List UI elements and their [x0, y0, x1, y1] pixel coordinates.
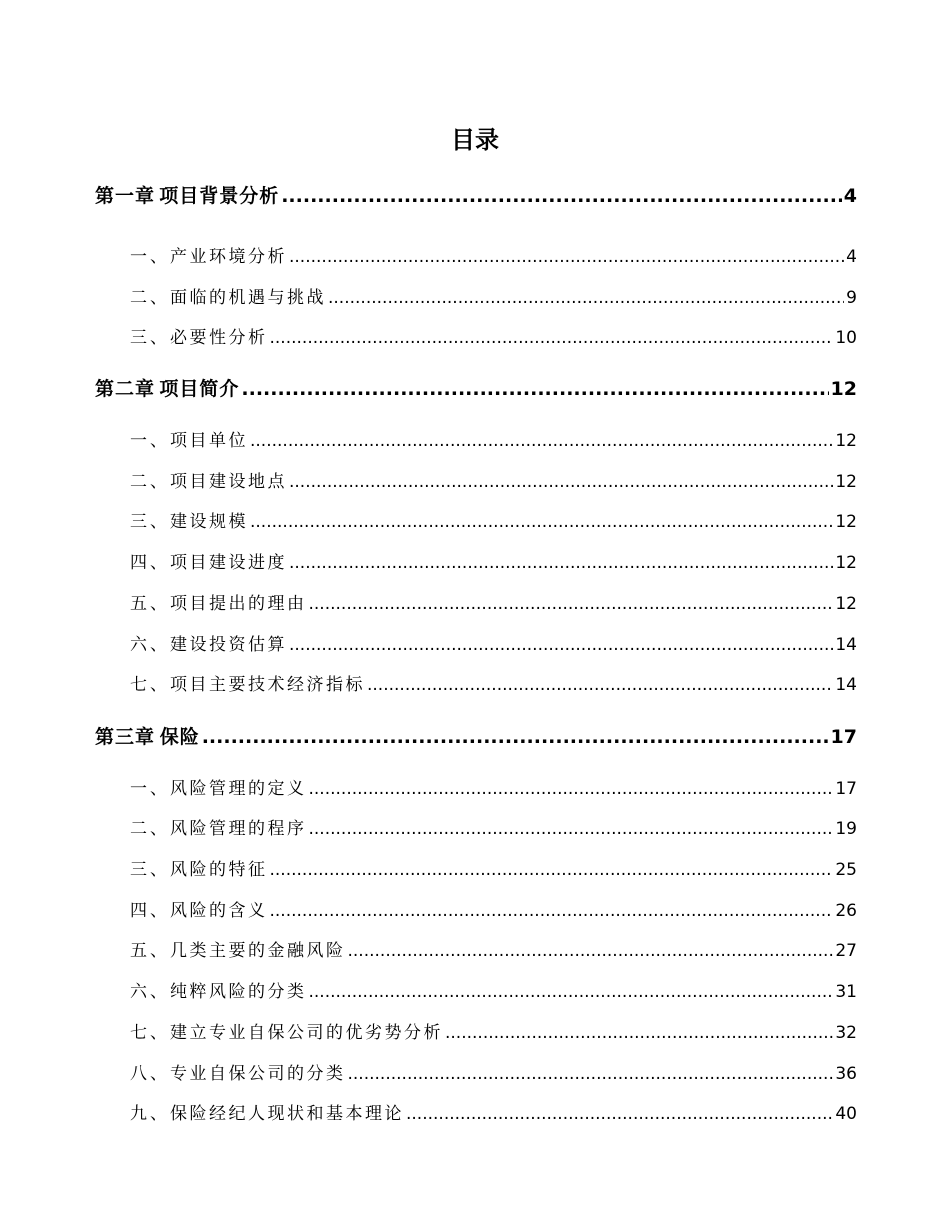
page-number: 14 [835, 675, 857, 695]
toc-section-entry[interactable] [130, 815, 857, 843]
section-title: 项目建设地点 [170, 472, 287, 492]
chapter-title: 项目背景分析 [159, 185, 280, 207]
dot-leader [241, 374, 828, 404]
toc-section-entry[interactable] [130, 1019, 857, 1047]
dot-leader [445, 1019, 833, 1047]
page-number: 12 [835, 512, 857, 532]
dot-leader [367, 671, 833, 699]
dot-leader [348, 937, 834, 965]
toc-section-entry[interactable] [130, 1060, 857, 1088]
toc-section-entry[interactable] [130, 590, 857, 618]
toc-chapter-entry[interactable] [95, 374, 857, 404]
section-title: 面临的机遇与挑战 [170, 288, 326, 308]
dot-leader [328, 284, 844, 312]
section-title: 项目单位 [170, 431, 248, 451]
chapter-number: 第一章 [95, 185, 156, 207]
toc-section-entry[interactable] [130, 284, 857, 312]
section-title: 项目提出的理由 [170, 594, 307, 614]
toc-section-entry[interactable] [130, 631, 857, 659]
toc-title: 目录 [451, 126, 499, 154]
section-title: 保险经纪人现状和基本理论 [170, 1104, 404, 1124]
toc-section-entry[interactable] [130, 1100, 857, 1128]
toc-chapter-entry[interactable] [95, 181, 857, 211]
dot-leader [309, 815, 834, 843]
page-number: 12 [835, 553, 857, 573]
page-number: 19 [835, 819, 857, 839]
toc-section-entry[interactable] [130, 468, 857, 496]
section-number: 五、 [130, 594, 170, 614]
section-number: 三、 [130, 512, 170, 532]
toc-section-entry[interactable] [130, 243, 857, 271]
page-number: 25 [835, 860, 857, 880]
section-number: 一、 [130, 779, 170, 799]
page-number: 4 [846, 247, 857, 267]
page-number: 12 [830, 378, 857, 400]
section-title: 项目建设进度 [170, 553, 287, 573]
dot-leader [309, 775, 834, 803]
section-title: 风险的含义 [170, 901, 268, 921]
page-number: 26 [835, 901, 857, 921]
section-number: 五、 [130, 941, 170, 961]
chapter-number: 第二章 [95, 378, 156, 400]
dot-leader [289, 631, 833, 659]
dot-leader [406, 1100, 833, 1128]
section-number: 六、 [130, 982, 170, 1002]
section-title: 风险管理的程序 [170, 819, 307, 839]
page-number: 12 [835, 431, 857, 451]
dot-leader [270, 897, 834, 925]
section-number: 三、 [130, 860, 170, 880]
section-number: 一、 [130, 247, 170, 267]
toc-section-entry[interactable] [130, 508, 857, 536]
section-number: 一、 [130, 431, 170, 451]
section-number: 七、 [130, 675, 170, 695]
page-number: 14 [835, 635, 857, 655]
dot-leader [270, 324, 834, 352]
section-title: 风险管理的定义 [170, 779, 307, 799]
toc-section-entry[interactable] [130, 324, 857, 352]
page-number: 4 [843, 185, 857, 207]
toc-section-entry[interactable] [130, 549, 857, 577]
section-title: 建设投资估算 [170, 635, 287, 655]
page-number: 36 [835, 1064, 857, 1084]
dot-leader [202, 722, 829, 752]
section-number: 七、 [130, 1023, 170, 1043]
dot-leader [281, 181, 842, 211]
dot-leader [309, 590, 834, 618]
dot-leader [309, 978, 834, 1006]
toc-section-entry[interactable] [130, 897, 857, 925]
chapter-number: 第三章 [95, 726, 156, 748]
section-title: 必要性分析 [170, 328, 268, 348]
toc-section-entry[interactable] [130, 427, 857, 455]
section-number: 二、 [130, 472, 170, 492]
dot-leader [348, 1060, 834, 1088]
page-number: 17 [835, 779, 857, 799]
dot-leader [250, 508, 833, 536]
page-number: 32 [835, 1023, 857, 1043]
section-number: 四、 [130, 901, 170, 921]
section-number: 三、 [130, 328, 170, 348]
toc-section-entry[interactable] [130, 937, 857, 965]
dot-leader [289, 243, 844, 271]
page-number: 9 [846, 288, 857, 308]
dot-leader [289, 468, 833, 496]
section-title: 建立专业自保公司的优劣势分析 [170, 1023, 443, 1043]
page-number: 27 [835, 941, 857, 961]
section-title: 项目主要技术经济指标 [170, 675, 365, 695]
toc-section-entry[interactable] [130, 775, 857, 803]
dot-leader [270, 856, 834, 884]
section-title: 建设规模 [170, 512, 248, 532]
section-number: 二、 [130, 288, 170, 308]
page-number: 10 [835, 328, 857, 348]
dot-leader [289, 549, 833, 577]
section-title: 专业自保公司的分类 [170, 1064, 346, 1084]
section-title: 产业环境分析 [170, 247, 287, 267]
dot-leader [250, 427, 833, 455]
section-number: 九、 [130, 1104, 170, 1124]
toc-chapter-entry[interactable] [95, 722, 857, 752]
toc-section-entry[interactable] [130, 978, 857, 1006]
section-title: 几类主要的金融风险 [170, 941, 346, 961]
section-number: 六、 [130, 635, 170, 655]
section-title: 纯粹风险的分类 [170, 982, 307, 1002]
chapter-title: 保险 [159, 726, 200, 748]
section-number: 二、 [130, 819, 170, 839]
section-number: 八、 [130, 1064, 170, 1084]
section-number: 四、 [130, 553, 170, 573]
page-number: 31 [835, 982, 857, 1002]
page-number: 17 [830, 726, 857, 748]
toc-section-entry[interactable] [130, 671, 857, 699]
page-number: 12 [835, 594, 857, 614]
section-title: 风险的特征 [170, 860, 268, 880]
toc-section-entry[interactable] [130, 856, 857, 884]
chapter-title: 项目简介 [159, 378, 240, 400]
page-number: 12 [835, 472, 857, 492]
page-number: 40 [835, 1104, 857, 1124]
